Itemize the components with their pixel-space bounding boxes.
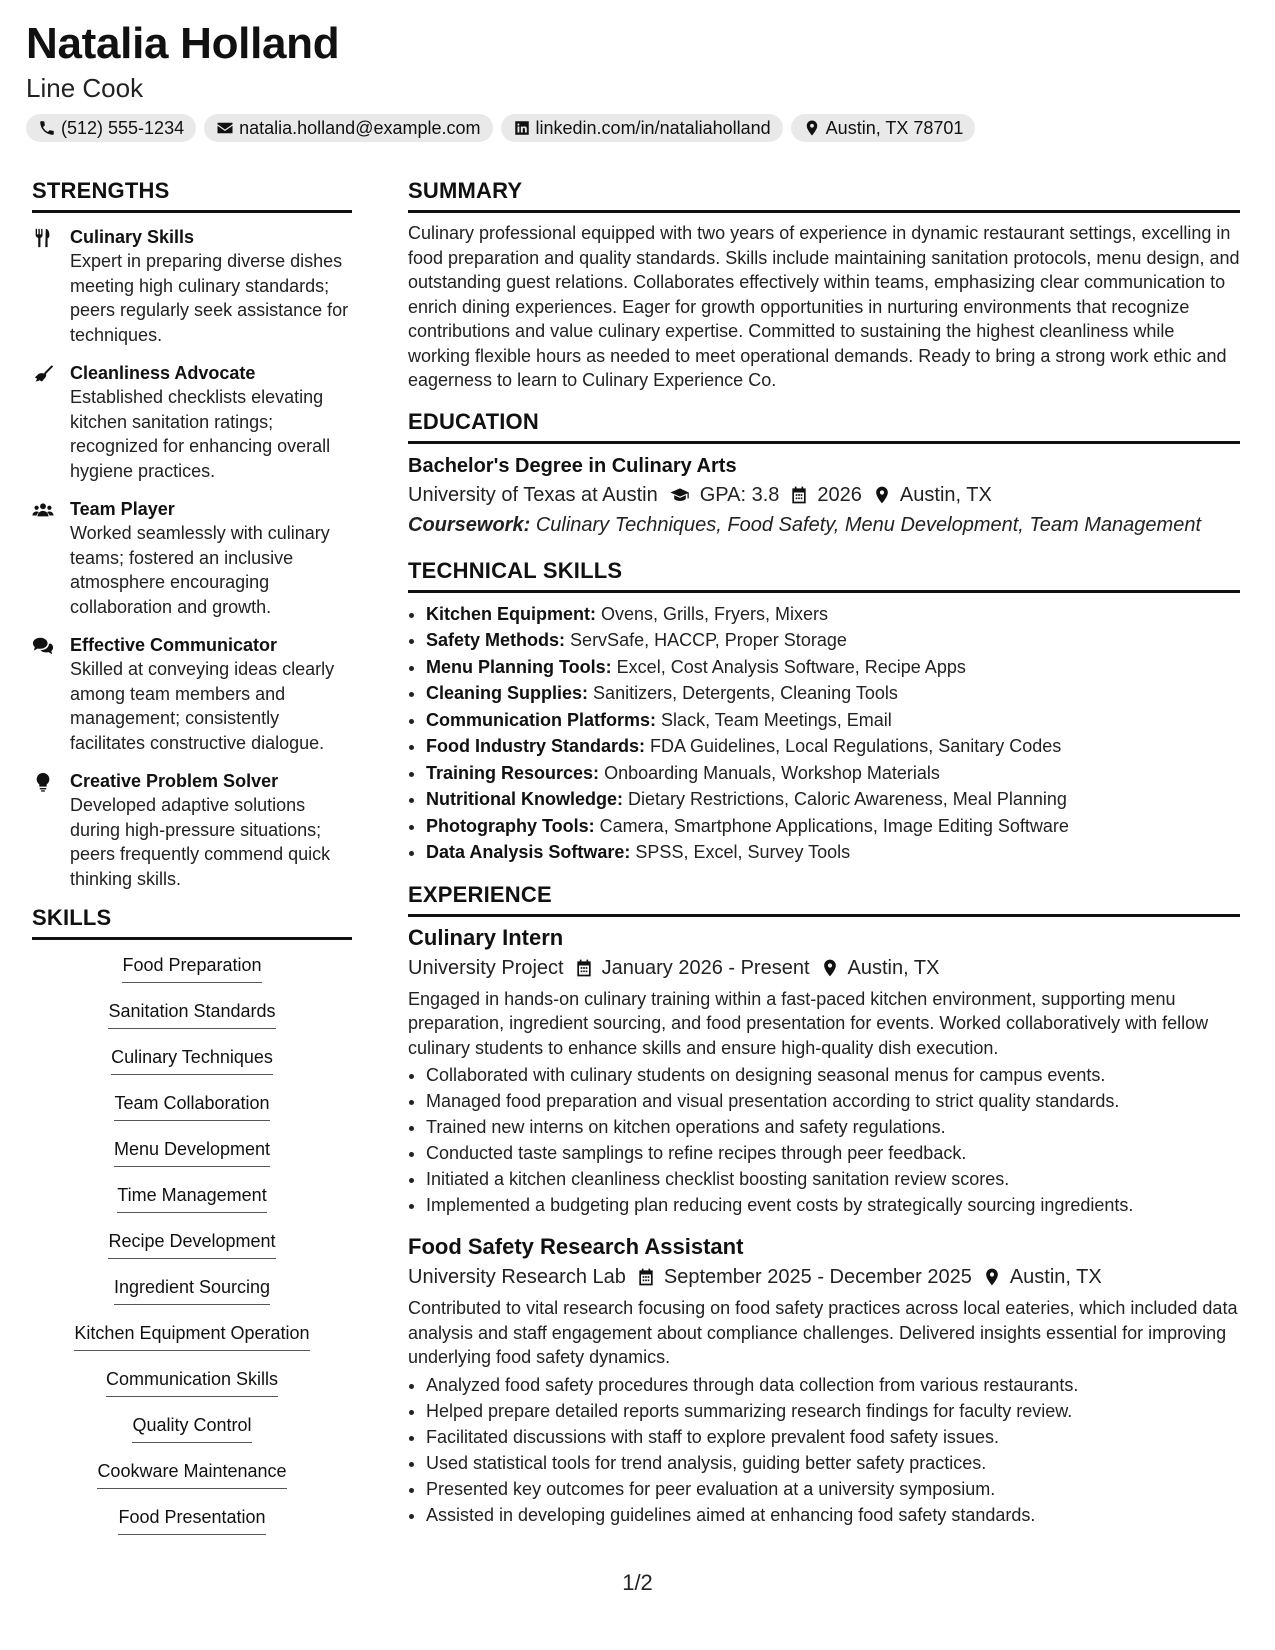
tech-skill-item — [426, 707, 1240, 734]
job-description: Contributed to vital research focusing on food safety practices across local eateries, which included data analysis and staff engagement about compliance challenges. Delivered insights essential for improving underlying food safety dynamics. — [408, 1298, 1238, 1367]
calendar-icon — [636, 1267, 656, 1287]
job-bullets — [408, 1372, 1240, 1528]
skill-tag: Time Management — [117, 1182, 266, 1213]
summary-heading: SUMMARY — [408, 178, 1240, 213]
school-name: University of Texas at Austin — [408, 483, 658, 506]
calendar-icon — [574, 958, 594, 978]
skill-tag: Food Presentation — [118, 1504, 265, 1535]
job-bullet: • Conducted taste samplings to refine recipes through peer feedback. — [426, 1140, 1240, 1166]
tech-skill-item — [426, 813, 1240, 840]
job-bullets — [408, 1062, 1240, 1218]
skill-tag: Culinary Techniques — [111, 1044, 273, 1075]
job-meta — [408, 1262, 1240, 1292]
skill-tag: Cookware Maintenance — [97, 1458, 286, 1489]
skills-list — [32, 952, 352, 1550]
job-bullet: • Implemented a budgeting plan reducing event costs by strategically sourcing ingredients. — [426, 1192, 1240, 1218]
skill-tag: Menu Development — [114, 1136, 270, 1167]
grad-year: 2026 — [817, 483, 862, 506]
summary-text: Culinary professional equipped with two years of experience in dynamic restaurant settings, excelling in food preparation and quality standards. Skills include maintaining sanitation protocols, menu design, and outstanding guest relations. Collaborates effectively within teams, emphasizing clear communication to enrich dining experiences. Eager for growth opportunities in nurturing environments that recognize contributions and value culinary expertise. Committed to sustaining the highest cleanliness while working flexible hours as needed to meet operational demands. Ready to bring a strong work ethic and eagerness to learn to Culinary Experience Co. — [408, 223, 1240, 390]
candidate-name: Natalia Holland — [26, 19, 340, 68]
job-location: Austin, TX — [847, 956, 940, 979]
tech-skill-label: Data Analysis Software: — [426, 842, 631, 862]
job-dates: September 2025 - December 2025 — [663, 1266, 972, 1288]
map-pin-icon — [872, 485, 892, 505]
tech-skill-value: Camera, Smartphone Applications, Image Editing Software — [599, 815, 1069, 836]
skill-tag: Ingredient Sourcing — [114, 1274, 270, 1305]
comments-icon — [32, 635, 54, 657]
strength-title: Team Player — [70, 499, 175, 519]
contact-linkedin[interactable] — [501, 114, 783, 142]
job-bullet: • Facilitated discussions with staff to explore prevalent food safety issues. — [426, 1424, 1240, 1450]
job-bullet: • Assisted in developing guidelines aimed at enhancing food safety standards. — [426, 1502, 1240, 1528]
tech-skill-value: FDA Guidelines, Local Regulations, Sanitary Codes — [650, 736, 1062, 756]
phone-icon — [38, 119, 56, 137]
email-text: natalia.holland@example.com — [239, 117, 481, 138]
contact-location[interactable] — [791, 114, 976, 142]
skill-tag: Food Preparation — [122, 952, 261, 983]
job-bullet: • Helped prepare detailed reports summarizing research findings for faculty review. — [426, 1398, 1240, 1424]
tech-skill-item — [426, 627, 1240, 654]
coursework-label: Coursework: — [408, 513, 531, 536]
job-entry — [408, 1232, 1240, 1528]
strength-item — [32, 633, 352, 755]
job-bullet: • Trained new interns on kitchen operations and safety regulations. — [426, 1114, 1240, 1140]
map-pin-icon — [982, 1267, 1002, 1287]
skill-tag: Quality Control — [132, 1412, 251, 1443]
job-description: Engaged in hands-on culinary training within a fast-paced kitchen environment, supporting menu preparation, ingredient sourcing, and food presentation for events. Worked collaboratively with fellow culinary students to enhance skills and ensure high-quality dish execution. — [408, 988, 1209, 1058]
experience-heading: EXPERIENCE — [408, 882, 1240, 917]
linkedin-text: linkedin.com/in/nataliaholland — [535, 117, 771, 138]
tech-skill-item — [426, 760, 1240, 787]
tech-skill-value: Ovens, Grills, Fryers, Mixers — [601, 603, 829, 624]
broom-icon — [32, 363, 54, 385]
degree-title: Bachelor's Degree in Culinary Arts — [408, 454, 737, 477]
job-bullet: • Collaborated with culinary students on designing seasonal menus for campus events. — [426, 1062, 1240, 1088]
users-icon — [32, 499, 54, 521]
location-text: Austin, TX 78701 — [825, 117, 964, 138]
tech-skill-value: Dietary Restrictions, Caloric Awareness, Meal Planning — [628, 789, 1067, 809]
map-pin-icon — [820, 958, 840, 978]
utensils-icon — [32, 227, 54, 249]
map-pin-icon — [803, 119, 821, 137]
tech-skill-value: ServSafe, HACCP, Proper Storage — [570, 630, 847, 650]
job-meta — [408, 953, 1240, 983]
gpa-text: GPA: 3.8 — [699, 483, 780, 506]
technical-skills-heading: TECHNICAL SKILLS — [408, 558, 1240, 593]
tech-skill-label: Cleaning Supplies: — [426, 683, 589, 703]
tech-skill-item — [426, 601, 1240, 628]
contact-phone[interactable] — [26, 114, 196, 142]
education-location: Austin, TX — [899, 483, 992, 506]
job-org: University Research Lab — [408, 1266, 626, 1288]
page-number: 1/2 — [622, 1570, 653, 1595]
tech-skill-label: Photography Tools: — [426, 815, 595, 836]
strengths-heading: STRENGTHS — [32, 178, 352, 213]
calendar-icon — [789, 485, 809, 505]
phone-text: (512) 555-1234 — [61, 117, 185, 138]
skill-tag: Team Collaboration — [114, 1090, 269, 1121]
strength-item — [32, 497, 352, 619]
education-entry — [408, 452, 1240, 540]
job-entry — [408, 923, 1240, 1219]
job-bullet: • Analyzed food safety procedures through data collection from various restaurants. — [426, 1372, 1240, 1398]
tech-skill-item — [426, 786, 1240, 813]
tech-skill-item — [426, 733, 1240, 760]
lightbulb-icon — [32, 771, 54, 793]
contact-email[interactable] — [204, 114, 492, 142]
strength-title: Effective Communicator — [70, 635, 278, 655]
job-bullet: • Initiated a kitchen cleanliness checklist boosting sanitation review scores. — [426, 1166, 1240, 1192]
strength-desc: Established checklists elevating kitchen sanitation ratings; recognized for enhancing overall hygiene practices. — [70, 387, 331, 481]
tech-skill-value: SPSS, Excel, Survey Tools — [635, 842, 851, 862]
strength-item — [32, 225, 352, 347]
linkedin-icon — [513, 119, 531, 137]
strength-desc: Developed adaptive solutions during high-pressure situations; peers frequently commend quick thinking skills. — [70, 795, 331, 889]
tech-skill-value: Slack, Team Meetings, Email — [661, 709, 892, 730]
skill-tag: Sanitation Standards — [108, 998, 275, 1029]
skill-tag: Communication Skills — [106, 1366, 278, 1397]
job-bullet: • Used statistical tools for trend analysis, guiding better safety practices. — [426, 1450, 1240, 1476]
tech-skill-label: Communication Platforms: — [426, 709, 657, 730]
job-title: Line Cook — [26, 73, 144, 103]
job-org: University Project — [408, 956, 564, 979]
tech-skill-label: Nutritional Knowledge: — [426, 789, 623, 809]
strength-title: Creative Problem Solver — [70, 771, 279, 791]
strength-title: Cleanliness Advocate — [70, 363, 256, 383]
job-dates: January 2026 - Present — [601, 956, 810, 979]
left-column — [32, 178, 352, 1550]
tech-skill-item — [426, 680, 1240, 707]
job-role-title: Food Safety Research Assistant — [408, 1234, 744, 1259]
job-location: Austin, TX — [1009, 1266, 1102, 1288]
strength-desc: Skilled at conveying ideas clearly among team members and management; consistently facilitates constructive dialogue. — [70, 659, 335, 753]
skill-tag: Kitchen Equipment Operation — [74, 1320, 309, 1351]
skills-heading: SKILLS — [32, 905, 352, 940]
strength-desc: Expert in preparing diverse dishes meeting high culinary standards; peers regularly seek assistance for techniques. — [70, 251, 349, 345]
technical-skills-list — [408, 601, 1240, 866]
tech-skill-label: Food Industry Standards: — [426, 736, 646, 756]
skill-tag: Recipe Development — [108, 1228, 275, 1259]
education-meta — [408, 480, 1240, 510]
right-column — [408, 178, 1240, 1542]
graduation-cap-icon — [668, 485, 692, 505]
tech-skill-item — [426, 839, 1240, 866]
tech-skill-label: Safety Methods: — [426, 630, 566, 650]
job-bullet: • Managed food preparation and visual presentation according to strict quality standards. — [426, 1088, 1240, 1114]
tech-skill-label: Kitchen Equipment: — [426, 603, 596, 624]
tech-skill-value: Sanitizers, Detergents, Cleaning Tools — [593, 683, 898, 703]
envelope-icon — [216, 119, 234, 137]
strength-desc: Worked seamlessly with culinary teams; fostered an inclusive atmosphere encouraging collaboration and growth. — [70, 523, 330, 617]
skills-section — [32, 905, 352, 1550]
strength-title: Culinary Skills — [70, 227, 195, 247]
coursework-line — [408, 510, 1240, 540]
strength-item — [32, 361, 352, 483]
tech-skill-value: Excel, Cost Analysis Software, Recipe Apps — [616, 656, 966, 677]
education-heading: EDUCATION — [408, 409, 1240, 444]
contact-bar — [26, 114, 975, 142]
strength-item — [32, 769, 352, 891]
tech-skill-value: Onboarding Manuals, Workshop Materials — [604, 762, 940, 783]
tech-skill-label: Training Resources: — [426, 762, 600, 783]
job-role-title: Culinary Intern — [408, 924, 564, 950]
tech-skill-label: Menu Planning Tools: — [426, 656, 612, 677]
coursework-list: Culinary Techniques, Food Safety, Menu Development, Team Management — [535, 513, 1201, 536]
strengths-list — [32, 225, 352, 891]
tech-skill-item — [426, 654, 1240, 681]
job-bullet: • Presented key outcomes for peer evaluation at a university symposium. — [426, 1476, 1240, 1502]
